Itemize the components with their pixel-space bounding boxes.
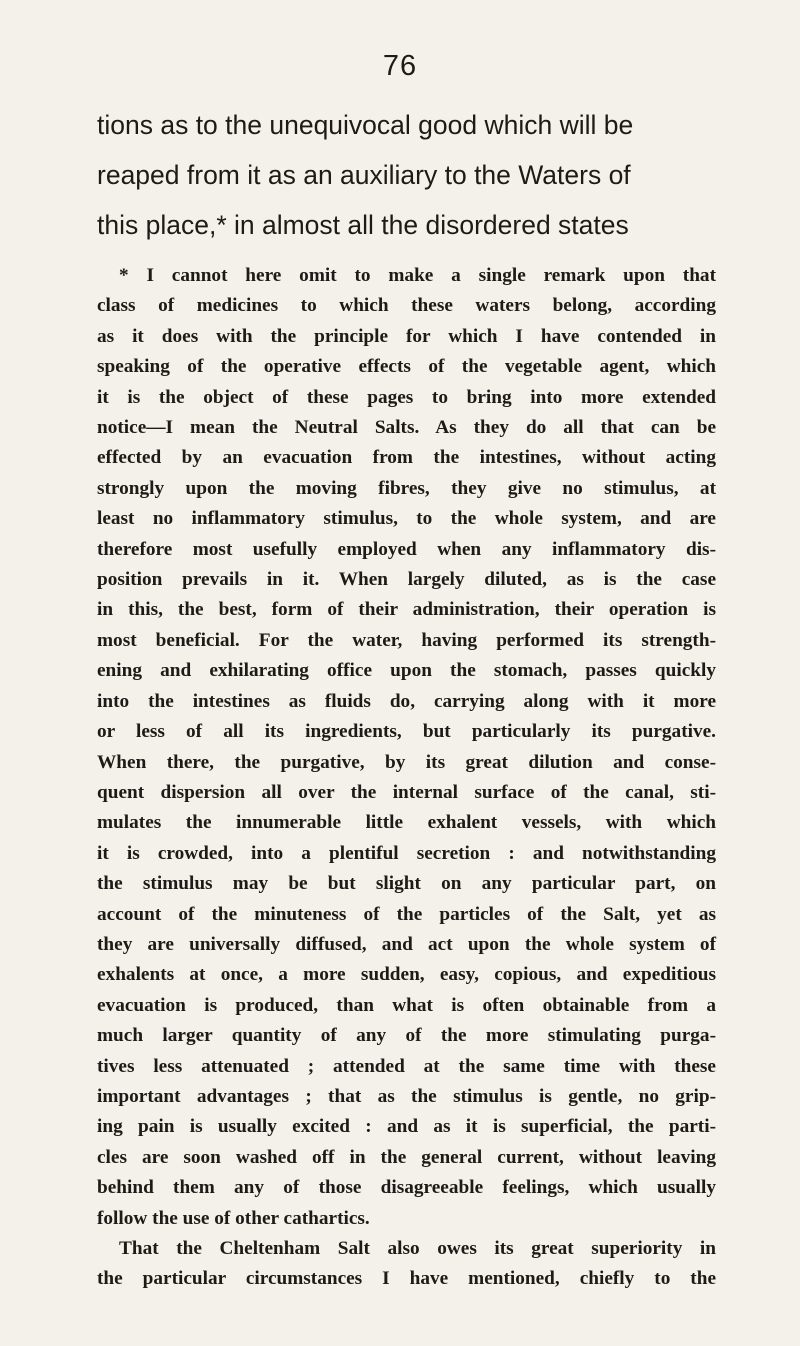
footnote-line: When there, the purgative, by its great dilution and conse- (97, 751, 716, 773)
body-line: reaped from it as an auxiliary to the Waters of (97, 160, 631, 190)
footnote-line: effected by an evacuation from the intestines, without acting (97, 447, 716, 469)
footnote-line: notice—I mean the Neutral Salts. As they do all that can be (97, 417, 716, 439)
footnote-line: exhalents at once, a more sudden, easy, copious, and expeditious (97, 964, 716, 986)
footnote-line: mulates the innumerable little exhalent vessels, with which (97, 812, 716, 834)
footnote-line: quent dispersion all over the internal surface of the canal, sti- (97, 781, 716, 803)
footnote-line: class of medicines to which these waters belong, according (97, 295, 716, 317)
footnote-line: evacuation is produced, than what is often obtainable from a (97, 994, 716, 1016)
footnote-line: That the Cheltenham Salt also owes its great superiority in (119, 1238, 716, 1259)
footnote-line: ing pain is usually excited : and as it is superficial, the parti- (97, 1116, 716, 1138)
footnote-line: account of the minuteness of the particles of the Salt, yet as (97, 903, 716, 925)
footnote (97, 261, 716, 1295)
footnote-line: strongly upon the moving fibres, they give no stimulus, at (97, 477, 716, 499)
body-line: this place,* in almost all the disordered states (97, 210, 629, 240)
footnote-line: the particular circumstances I have mentioned, chiefly to the (97, 1268, 716, 1290)
footnote-line: * I cannot here omit to make a single remark upon that (119, 265, 716, 286)
footnote-line: important advantages ; that as the stimulus is gentle, no grip- (97, 1085, 716, 1107)
footnote-line: behind them any of those disagreeable feelings, which usually (97, 1177, 716, 1199)
body-line: tions as to the unequivocal good which will be (97, 110, 634, 140)
footnote-line: in this, the best, form of their administration, their operation is (97, 599, 716, 621)
footnote-line: or less of all its ingredients, but particularly its purgative. (97, 721, 716, 743)
footnote-line: least no inflammatory stimulus, to the whole system, and are (97, 508, 716, 530)
footnote-line: therefore most usefully employed when any inflammatory dis- (97, 538, 716, 560)
footnote-line: tives less attenuated ; attended at the same time with these (97, 1055, 716, 1077)
footnote-line: they are universally diffused, and act upon the whole system of (97, 933, 716, 955)
footnote-line: as it does with the principle for which I have contended in (97, 325, 716, 347)
footnote-line: cles are soon washed off in the general current, without leaving (97, 1146, 716, 1168)
footnote-line: position prevails in it. When largely diluted, as is the case (97, 569, 716, 591)
page-number: 76 (382, 50, 418, 82)
footnote-line: most beneficial. For the water, having performed its strength- (97, 629, 716, 651)
footnote-line: it is the object of these pages to bring into more extended (97, 386, 716, 408)
footnote-line: ening and exhilarating office upon the stomach, passes quickly (97, 660, 716, 682)
footnote-line: speaking of the operative effects of the vegetable agent, which (97, 356, 716, 378)
body-text (97, 100, 716, 250)
footnote-line: into the intestines as fluids do, carrying along with it more (97, 690, 716, 712)
footnote-line: it is crowded, into a plentiful secretion : and notwithstanding (97, 842, 716, 864)
footnote-line: much larger quantity of any of the more stimulating purga- (97, 1025, 716, 1047)
footnote-line: follow the use of other cathartics. (97, 1207, 370, 1229)
footnote-line: the stimulus may be but slight on any particular part, on (97, 873, 716, 895)
